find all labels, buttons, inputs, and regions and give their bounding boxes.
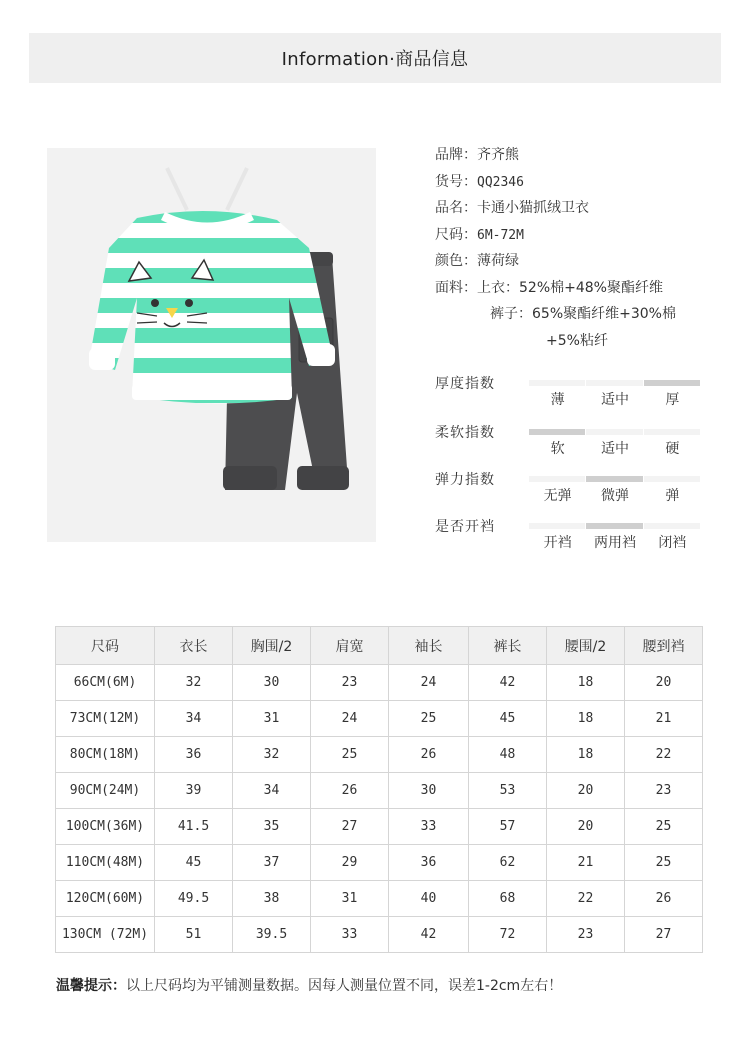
table-cell: 20 xyxy=(625,665,703,701)
table-cell: 68 xyxy=(469,881,547,917)
table-cell: 23 xyxy=(625,773,703,809)
table-cell: 26 xyxy=(625,881,703,917)
table-cell: 53 xyxy=(469,773,547,809)
table-cell: 29 xyxy=(311,845,389,881)
table-cell: 32 xyxy=(155,665,233,701)
table-cell: 90CM(24M) xyxy=(56,773,155,809)
table-cell: 42 xyxy=(389,917,469,953)
index-option: 开裆 xyxy=(543,535,572,551)
table-cell: 22 xyxy=(625,737,703,773)
index-bar xyxy=(529,429,701,435)
table-cell: 26 xyxy=(389,737,469,773)
index-segment xyxy=(529,476,586,482)
table-cell: 33 xyxy=(311,917,389,953)
info-name: 品名：卡通小猫抓绒卫衣 xyxy=(435,200,589,216)
index-bar xyxy=(529,476,701,482)
table-cell: 80CM(18M) xyxy=(56,737,155,773)
table-header-cell: 肩宽 xyxy=(311,627,389,665)
table-header-cell: 腰到裆 xyxy=(625,627,703,665)
info-brand: 品牌：齐齐熊 xyxy=(435,147,519,163)
info-sku: 货号：QQ2346 xyxy=(435,173,524,190)
info-fabric-pants-cont: +5%粘纤 xyxy=(546,332,608,349)
table-cell: 27 xyxy=(311,809,389,845)
index-labels xyxy=(529,438,701,458)
table-row xyxy=(56,773,703,809)
index-segment xyxy=(644,429,701,435)
index-option: 两用裆 xyxy=(593,535,636,551)
table-cell: 23 xyxy=(547,917,625,953)
tip-note xyxy=(56,975,562,995)
index-labels xyxy=(529,532,701,552)
table-header-cell: 袖长 xyxy=(389,627,469,665)
table-header-cell: 裤长 xyxy=(469,627,547,665)
section-title: Information·商品信息 xyxy=(281,49,469,70)
index-segment xyxy=(586,429,643,435)
table-cell: 24 xyxy=(311,701,389,737)
table-cell: 18 xyxy=(547,737,625,773)
index-bar xyxy=(529,523,701,529)
table-cell: 72 xyxy=(469,917,547,953)
table-cell: 73CM(12M) xyxy=(56,701,155,737)
table-cell: 130CM (72M) xyxy=(56,917,155,953)
table-cell: 23 xyxy=(311,665,389,701)
index-option: 厚 xyxy=(665,392,680,408)
index-option: 无弹 xyxy=(543,488,572,504)
tip-text: 以上尺码均为平铺测量数据。因每人测量位置不同，误差1-2cm左右！ xyxy=(126,978,563,994)
table-row xyxy=(56,881,703,917)
table-cell: 36 xyxy=(155,737,233,773)
table-cell: 100CM(36M) xyxy=(56,809,155,845)
table-cell: 45 xyxy=(155,845,233,881)
table-row xyxy=(56,737,703,773)
index-segment xyxy=(586,523,643,529)
table-row xyxy=(56,701,703,737)
index-labels xyxy=(529,485,701,505)
table-row xyxy=(56,665,703,701)
table-cell: 66CM(6M) xyxy=(56,665,155,701)
index-segment xyxy=(529,523,586,529)
index-bar xyxy=(529,380,701,386)
index-option: 硬 xyxy=(665,441,680,457)
table-cell: 26 xyxy=(311,773,389,809)
table-header-cell: 腰围/2 xyxy=(547,627,625,665)
index-labels xyxy=(529,389,701,409)
table-cell: 39.5 xyxy=(233,917,311,953)
table-header-cell: 胸围/2 xyxy=(233,627,311,665)
table-cell: 20 xyxy=(547,809,625,845)
table-cell: 51 xyxy=(155,917,233,953)
table-cell: 42 xyxy=(469,665,547,701)
table-cell: 25 xyxy=(311,737,389,773)
hanger xyxy=(167,168,247,210)
index-option: 闭裆 xyxy=(658,535,687,551)
info-color: 颜色：薄荷绿 xyxy=(435,253,519,269)
index-segment xyxy=(644,380,701,386)
table-cell: 25 xyxy=(625,845,703,881)
table-header-row xyxy=(56,627,703,665)
table-cell: 21 xyxy=(547,845,625,881)
index-title: 是否开裆 xyxy=(435,519,495,535)
info-size: 尺码：6M-72M xyxy=(435,226,524,243)
index-segment xyxy=(586,380,643,386)
index-option: 弹 xyxy=(665,488,680,504)
product-photo xyxy=(47,148,376,542)
index-option: 适中 xyxy=(600,441,629,457)
index-option: 适中 xyxy=(600,392,629,408)
table-cell: 18 xyxy=(547,701,625,737)
table-cell: 35 xyxy=(233,809,311,845)
table-row xyxy=(56,845,703,881)
table-cell: 27 xyxy=(625,917,703,953)
tip-label: 温馨提示： xyxy=(56,978,126,994)
info-fabric-pants: 裤子：65%聚酯纤维+30%棉 xyxy=(490,306,676,322)
table-header-cell: 衣长 xyxy=(155,627,233,665)
table-cell: 120CM(60M) xyxy=(56,881,155,917)
table-cell: 30 xyxy=(233,665,311,701)
table-cell: 34 xyxy=(233,773,311,809)
product-info xyxy=(435,142,735,354)
table-cell: 62 xyxy=(469,845,547,881)
product-illustration xyxy=(47,148,376,542)
table-cell: 21 xyxy=(625,701,703,737)
index-segment xyxy=(586,476,643,482)
table-cell: 20 xyxy=(547,773,625,809)
table-cell: 25 xyxy=(625,809,703,845)
table-cell: 31 xyxy=(311,881,389,917)
index-title: 弹力指数 xyxy=(435,472,495,488)
index-title: 厚度指数 xyxy=(435,376,495,392)
table-cell: 25 xyxy=(389,701,469,737)
table-cell: 31 xyxy=(233,701,311,737)
table-header-cell: 尺码 xyxy=(56,627,155,665)
table-cell: 18 xyxy=(547,665,625,701)
index-title: 柔软指数 xyxy=(435,425,495,441)
index-segment xyxy=(644,523,701,529)
table-cell: 32 xyxy=(233,737,311,773)
size-table xyxy=(55,626,703,953)
table-cell: 24 xyxy=(389,665,469,701)
table-cell: 30 xyxy=(389,773,469,809)
index-option: 微弹 xyxy=(600,488,629,504)
table-cell: 49.5 xyxy=(155,881,233,917)
table-row xyxy=(56,809,703,845)
table-cell: 48 xyxy=(469,737,547,773)
table-cell: 37 xyxy=(233,845,311,881)
table-cell: 22 xyxy=(547,881,625,917)
table-cell: 34 xyxy=(155,701,233,737)
info-fabric: 面料：上衣：52%棉+48%聚酯纤维 xyxy=(435,279,663,296)
table-cell: 40 xyxy=(389,881,469,917)
index-segment xyxy=(529,429,586,435)
index-option: 薄 xyxy=(550,392,565,408)
table-cell: 36 xyxy=(389,845,469,881)
table-row xyxy=(56,917,703,953)
table-cell: 41.5 xyxy=(155,809,233,845)
table-cell: 45 xyxy=(469,701,547,737)
table-cell: 39 xyxy=(155,773,233,809)
table-cell: 33 xyxy=(389,809,469,845)
index-segment xyxy=(529,380,586,386)
index-option: 软 xyxy=(550,441,565,457)
table-cell: 57 xyxy=(469,809,547,845)
section-header xyxy=(29,33,721,83)
table-cell: 38 xyxy=(233,881,311,917)
index-segment xyxy=(644,476,701,482)
table-cell: 110CM(48M) xyxy=(56,845,155,881)
